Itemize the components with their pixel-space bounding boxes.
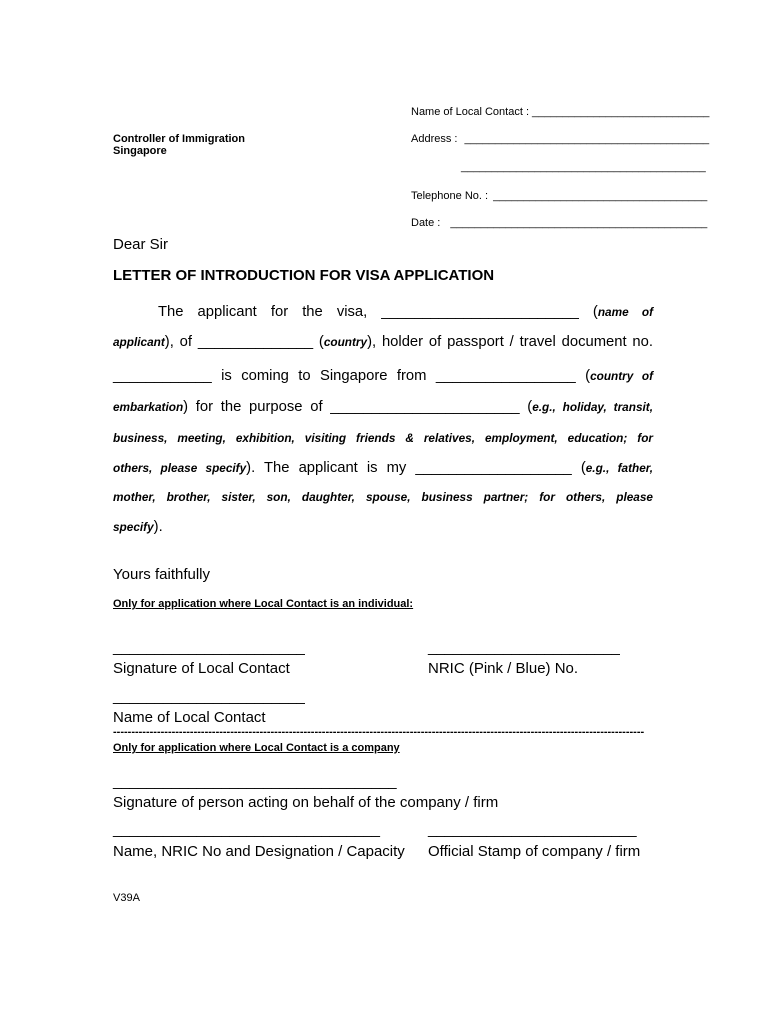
nric-blank: _______________________ (428, 639, 620, 656)
body-line (113, 428, 653, 448)
body-emphasis-text: applicant (113, 335, 165, 349)
blank-line: ________________________________________ (464, 133, 710, 145)
body-emphasis-text: mother, brother, sister, son, daughter, spouse, business partner; for others, please (113, 490, 653, 504)
body-line (113, 487, 653, 507)
body-emphasis-text: others, please specify (113, 461, 247, 475)
field-label: Telephone No. : (411, 190, 489, 202)
blank-line: _____________________________ (532, 106, 710, 118)
body-emphasis-text: country (323, 335, 368, 349)
address-continuation-blank: ________________________________________ (461, 161, 706, 173)
section-separator: ------------------------------------------------------------------------------------------------------------------------------------------------- (113, 726, 645, 738)
company-signature-blank: __________________________________ (113, 773, 397, 790)
telephone-field (411, 189, 707, 203)
field-label: Name of Local Contact : (411, 106, 530, 118)
signature-blank: _______________________ (113, 639, 305, 656)
designation-blank: ________________________________ (113, 821, 380, 838)
body-emphasis-text: business, meeting, exhibition, visiting friends & relatives, employment, education; for (113, 431, 653, 445)
addressee-block (113, 133, 245, 157)
body-text: ____________ is coming to Singapore from _________________ ( (113, 368, 591, 384)
salutation: Dear Sir (113, 236, 169, 253)
body-line (113, 366, 653, 386)
blank-line: ___________________________________ (493, 190, 708, 202)
stamp-blank: _________________________ (428, 821, 637, 838)
body-line (113, 458, 653, 478)
letter-title: LETTER OF INTRODUCTION FOR VISA APPLICATION (113, 267, 495, 284)
body-emphasis-text: e.g., father, (585, 461, 653, 475)
body-text: ) for the purpose of _______________________ ( (183, 399, 533, 415)
body-line (113, 517, 653, 537)
body-text: ). (153, 519, 163, 535)
body-emphasis-text: embarkation (113, 400, 184, 414)
individual-section-note: Only for application where Local Contact is an individual: (113, 598, 414, 610)
body-text: ). The applicant is my ___________________ ( (246, 460, 586, 476)
date-field (411, 216, 707, 230)
signature-label: Signature of Local Contact (113, 660, 290, 677)
field-label: Address : (411, 133, 458, 145)
closing: Yours faithfully (113, 566, 211, 583)
nric-label: NRIC (Pink / Blue) No. (428, 660, 579, 677)
address-field (411, 132, 709, 146)
body-text: ), holder of passport / travel document no. (367, 334, 653, 350)
body-text: The applicant for the visa, ________________________ ( (158, 304, 598, 320)
body-line (113, 397, 653, 417)
name-label: Name of Local Contact (113, 709, 266, 726)
company-signature-label: Signature of person acting on behalf of the company / firm (113, 794, 499, 811)
body-text: ), of ______________ ( (164, 334, 324, 350)
form-code: V39A (113, 892, 140, 904)
local-contact-name-field (411, 105, 709, 119)
body-emphasis-text: specify (113, 520, 154, 534)
addressee-line: Singapore (113, 145, 167, 157)
blank-line: __________________________________________ (450, 217, 708, 229)
addressee-line: Controller of Immigration (113, 133, 245, 145)
name-blank: _______________________ (113, 688, 305, 705)
designation-label: Name, NRIC No and Designation / Capacity (113, 843, 405, 860)
body-line (158, 302, 653, 322)
stamp-label: Official Stamp of company / firm (428, 843, 641, 860)
company-section-note: Only for application where Local Contact is a company (113, 742, 400, 754)
field-label: Date : (411, 217, 441, 229)
body-emphasis-text: name of (597, 305, 653, 319)
body-emphasis-text: country of (590, 369, 654, 383)
body-line (113, 332, 653, 352)
body-emphasis-text: e.g., holiday, transit, (532, 400, 653, 414)
